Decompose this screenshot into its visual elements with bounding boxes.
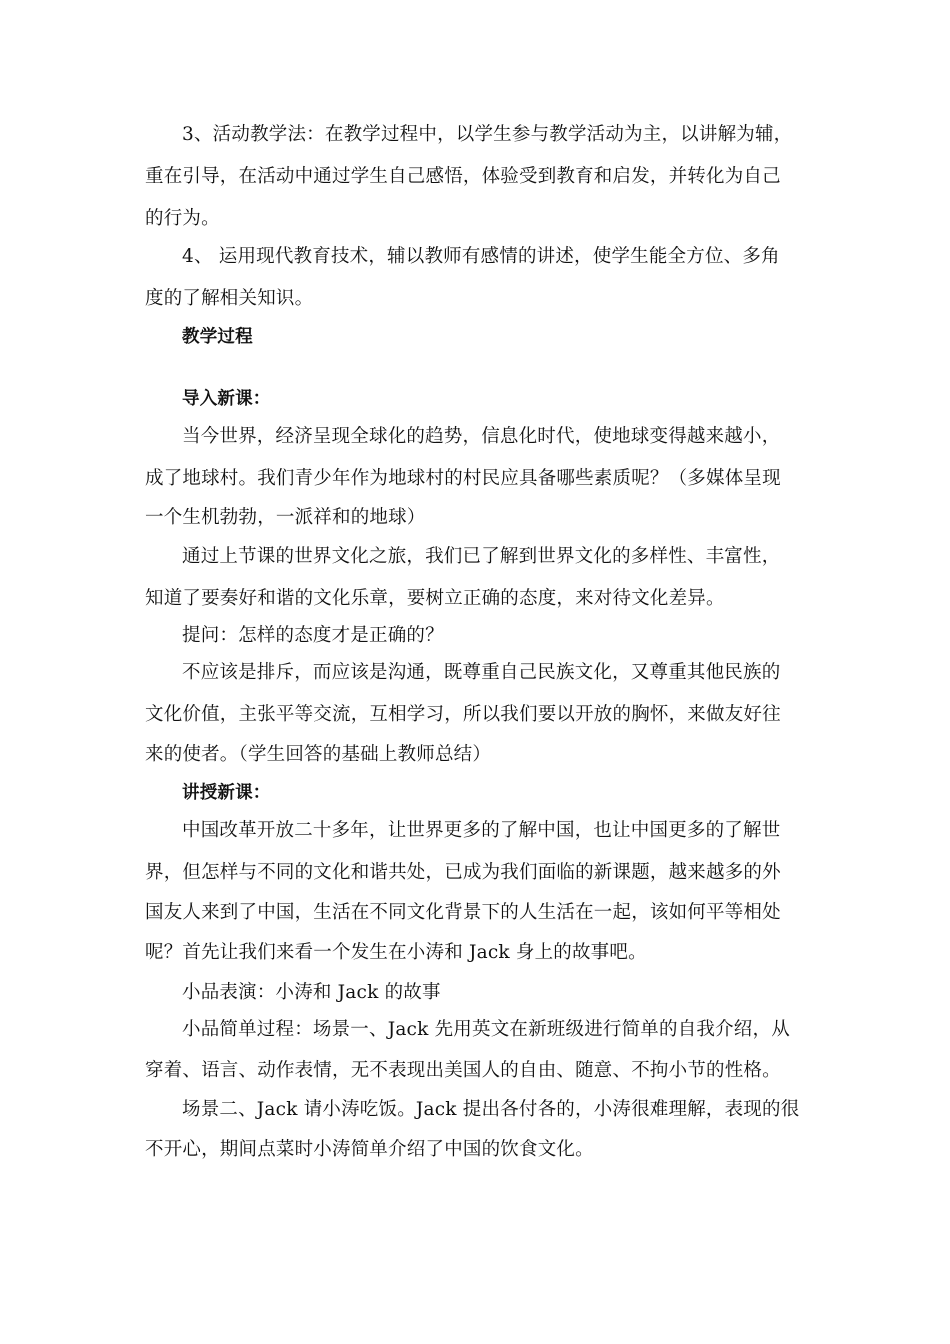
paragraph-line: 知道了要奏好和谐的文化乐章，要树立正确的态度，来对待文化差异。 bbox=[145, 588, 725, 609]
paragraph-line: 中国改革开放二十多年，让世界更多的了解中国，也让中国更多的了解世 bbox=[182, 820, 781, 841]
section-heading: 教学过程 bbox=[182, 327, 253, 347]
section-heading: 讲授新课： bbox=[182, 783, 271, 803]
paragraph-line: 小品表演：小涛和 Jack 的故事 bbox=[182, 982, 441, 1003]
paragraph-line: 来的使者。（学生回答的基础上教师总结） bbox=[145, 744, 492, 765]
paragraph-line: 国友人来到了中国，生活在不同文化背景下的人生活在一起，该如何平等相处 bbox=[145, 902, 781, 923]
paragraph-line: 场景二、Jack 请小涛吃饭。Jack 提出各付各的，小涛很难理解，表现的很 bbox=[182, 1099, 800, 1120]
paragraph-line: 的行为。 bbox=[145, 208, 220, 229]
paragraph-line: 3、活动教学法：在教学过程中，以学生参与教学活动为主，以讲解为辅， bbox=[182, 124, 793, 145]
paragraph-line: 一个生机勃勃，一派祥和的地球） bbox=[145, 507, 426, 528]
paragraph-line: 4、 运用现代教育技术，辅以教师有感情的讲述，使学生能全方位、多角 bbox=[182, 246, 780, 267]
paragraph-line: 穿着、语言、动作表情，无不表现出美国人的自由、随意、不拘小节的性格。 bbox=[145, 1060, 781, 1081]
paragraph-line: 界，但怎样与不同的文化和谐共处，已成为我们面临的新课题，越来越多的外 bbox=[145, 862, 781, 883]
paragraph-line: 呢？首先让我们来看一个发生在小涛和 Jack 身上的故事吧。 bbox=[145, 942, 647, 963]
paragraph-line: 不应该是排斥，而应该是沟通，既尊重自己民族文化，又尊重其他民族的 bbox=[182, 662, 781, 683]
paragraph-line: 小品简单过程：场景一、Jack 先用英文在新班级进行简单的自我介绍，从 bbox=[182, 1019, 790, 1040]
paragraph-line: 文化价值，主张平等交流，互相学习，所以我们要以开放的胸怀，来做友好往 bbox=[145, 704, 781, 725]
section-heading: 导入新课： bbox=[182, 389, 271, 409]
paragraph-line: 成了地球村。我们青少年作为地球村的村民应具备哪些素质呢？（多媒体呈现 bbox=[145, 468, 781, 489]
paragraph-line: 提问：怎样的态度才是正确的？ bbox=[182, 625, 444, 646]
paragraph-line: 通过上节课的世界文化之旅，我们已了解到世界文化的多样性、丰富性， bbox=[182, 546, 781, 567]
paragraph-line: 不开心，期间点菜时小涛简单介绍了中国的饮食文化。 bbox=[145, 1139, 594, 1160]
paragraph-line: 当今世界，经济呈现全球化的趋势，信息化时代，使地球变得越来越小， bbox=[182, 426, 781, 447]
paragraph-line: 重在引导，在活动中通过学生自己感悟，体验受到教育和启发，并转化为自己 bbox=[145, 166, 781, 187]
paragraph-line: 度的了解相关知识。 bbox=[145, 288, 314, 309]
